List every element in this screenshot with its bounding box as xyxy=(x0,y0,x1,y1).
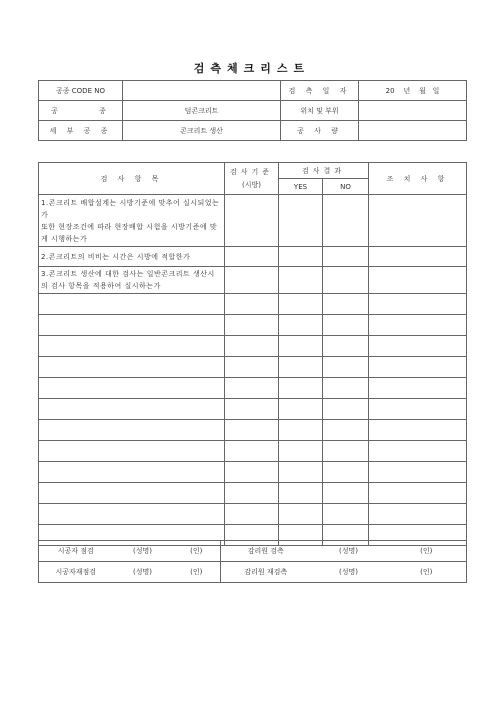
col-standard-line2: (시방) xyxy=(242,180,261,189)
item-cell[interactable] xyxy=(39,315,225,336)
action-cell[interactable] xyxy=(369,504,467,525)
code-value-cell[interactable] xyxy=(123,81,281,101)
action-cell[interactable] xyxy=(369,247,467,267)
yes-cell[interactable] xyxy=(279,336,323,357)
no-cell[interactable] xyxy=(323,504,369,525)
contractor-recheck-name-field[interactable]: (성명) xyxy=(113,562,173,583)
supervisor-recheck-name-field[interactable]: (성명) xyxy=(311,562,387,583)
yes-cell[interactable] xyxy=(279,504,323,525)
standard-cell[interactable] xyxy=(225,483,279,504)
yes-cell[interactable] xyxy=(279,378,323,399)
col-item-header: 검 사 항 목 xyxy=(39,163,225,195)
yes-cell[interactable] xyxy=(279,195,323,247)
table-row xyxy=(39,462,467,483)
item-cell[interactable] xyxy=(39,399,225,420)
table-row xyxy=(39,504,467,525)
subtrade-label: 세 부 공 종 xyxy=(39,121,123,141)
yes-cell[interactable] xyxy=(279,247,323,267)
location-value-cell[interactable] xyxy=(359,101,467,121)
standard-cell[interactable] xyxy=(225,420,279,441)
yes-cell[interactable] xyxy=(279,420,323,441)
table-row xyxy=(39,420,467,441)
no-cell[interactable] xyxy=(323,195,369,247)
yes-cell[interactable] xyxy=(279,315,323,336)
no-cell[interactable] xyxy=(323,315,369,336)
table-row xyxy=(39,441,467,462)
standard-cell[interactable] xyxy=(225,267,279,294)
standard-cell[interactable] xyxy=(225,399,279,420)
supervisor-recheck-seal-field[interactable]: (인) xyxy=(387,562,467,583)
standard-cell[interactable] xyxy=(225,441,279,462)
inspection-table xyxy=(38,162,467,546)
item-cell[interactable] xyxy=(39,504,225,525)
supervisor-recheck-label: 감리원 재검측 xyxy=(221,562,311,583)
table-row xyxy=(39,483,467,504)
no-cell[interactable] xyxy=(323,399,369,420)
standard-cell[interactable] xyxy=(225,462,279,483)
contractor-recheck-label: 시공자재점검 xyxy=(39,562,113,583)
no-cell[interactable] xyxy=(323,294,369,315)
yes-cell[interactable] xyxy=(279,399,323,420)
item-cell[interactable] xyxy=(39,378,225,399)
standard-cell[interactable] xyxy=(225,247,279,267)
yes-cell[interactable] xyxy=(279,462,323,483)
standard-cell[interactable] xyxy=(225,378,279,399)
yes-cell[interactable] xyxy=(279,357,323,378)
action-cell[interactable] xyxy=(369,357,467,378)
no-cell[interactable] xyxy=(323,336,369,357)
action-cell[interactable] xyxy=(369,267,467,294)
col-no-header: NO xyxy=(323,179,369,195)
date-value[interactable]: 20 년 월 일 xyxy=(359,81,467,101)
item-cell[interactable] xyxy=(39,483,225,504)
action-cell[interactable] xyxy=(369,483,467,504)
action-cell[interactable] xyxy=(369,315,467,336)
no-cell[interactable] xyxy=(323,441,369,462)
col-standard-line1: 검사기준 xyxy=(229,167,274,176)
action-cell[interactable] xyxy=(369,420,467,441)
inspection-item-3: 3.콘크리트 생산에 대한 검사는 일반콘크리트 생산시의 검사 항목을 적용하여 실시하는가 xyxy=(39,267,225,294)
no-cell[interactable] xyxy=(323,247,369,267)
col-standard-header xyxy=(225,163,279,195)
location-label: 위치 및 부위 xyxy=(281,101,359,121)
table-row xyxy=(39,336,467,357)
col-yes-header: YES xyxy=(279,179,323,195)
no-cell[interactable] xyxy=(323,483,369,504)
yes-cell[interactable] xyxy=(279,267,323,294)
standard-cell[interactable] xyxy=(225,315,279,336)
standard-cell[interactable] xyxy=(225,504,279,525)
contractor-seal-field[interactable]: (인) xyxy=(173,541,221,562)
table-row xyxy=(39,294,467,315)
item-cell[interactable] xyxy=(39,336,225,357)
yes-cell[interactable] xyxy=(279,294,323,315)
table-row xyxy=(39,357,467,378)
contractor-recheck-seal-field[interactable]: (인) xyxy=(173,562,221,583)
no-cell[interactable] xyxy=(323,357,369,378)
action-cell[interactable] xyxy=(369,399,467,420)
inspection-item-2: 2.콘크리트의 비비는 시간은 시방에 적합한가 xyxy=(39,247,225,267)
action-cell[interactable] xyxy=(369,441,467,462)
yes-cell[interactable] xyxy=(279,441,323,462)
quantity-value-cell[interactable] xyxy=(359,121,467,141)
signature-table xyxy=(38,540,467,583)
header-table xyxy=(38,80,467,141)
date-label: 검 측 일 자 xyxy=(281,81,359,101)
item-cell[interactable] xyxy=(39,420,225,441)
subtrade-value[interactable]: 콘크리트 생산 xyxy=(123,121,281,141)
supervisor-name-field[interactable]: (성명) xyxy=(311,541,387,562)
action-cell[interactable] xyxy=(369,336,467,357)
col-result-header: 검사결과 xyxy=(279,163,369,179)
code-label: 공종 CODE NO xyxy=(39,81,123,101)
standard-cell[interactable] xyxy=(225,294,279,315)
action-cell[interactable] xyxy=(369,378,467,399)
no-cell[interactable] xyxy=(323,462,369,483)
trade-value[interactable]: 덤콘크리트 xyxy=(123,101,281,121)
action-cell[interactable] xyxy=(369,195,467,247)
inspection-item-1: 1.콘크리트 배합설계는 시방기준에 맞추어 실시되었는가 또한 현장조건에 따라 현장배합 시험을 시방기준에 맞게 시행하는가 xyxy=(39,195,225,247)
standard-cell[interactable] xyxy=(225,336,279,357)
item-cell[interactable] xyxy=(39,441,225,462)
standard-cell[interactable] xyxy=(225,195,279,247)
no-cell[interactable] xyxy=(323,420,369,441)
page-title: 검측체크리스트 xyxy=(193,62,311,75)
no-cell[interactable] xyxy=(323,378,369,399)
no-cell[interactable] xyxy=(323,267,369,294)
trade-label: 공 종 xyxy=(39,101,123,121)
quantity-label: 공 사 량 xyxy=(281,121,359,141)
yes-cell[interactable] xyxy=(279,483,323,504)
action-cell[interactable] xyxy=(369,462,467,483)
table-row xyxy=(39,378,467,399)
item-cell[interactable] xyxy=(39,294,225,315)
col-action-header: 조 치 사 항 xyxy=(369,163,467,195)
table-row xyxy=(39,315,467,336)
supervisor-seal-field[interactable]: (인) xyxy=(387,541,467,562)
item-cell[interactable] xyxy=(39,357,225,378)
contractor-name-field[interactable]: (성명) xyxy=(113,541,173,562)
contractor-check-label: 시공자 점검 xyxy=(39,541,113,562)
table-row xyxy=(39,399,467,420)
supervisor-check-label: 감리원 검측 xyxy=(221,541,311,562)
action-cell[interactable] xyxy=(369,294,467,315)
standard-cell[interactable] xyxy=(225,357,279,378)
item-cell[interactable] xyxy=(39,462,225,483)
